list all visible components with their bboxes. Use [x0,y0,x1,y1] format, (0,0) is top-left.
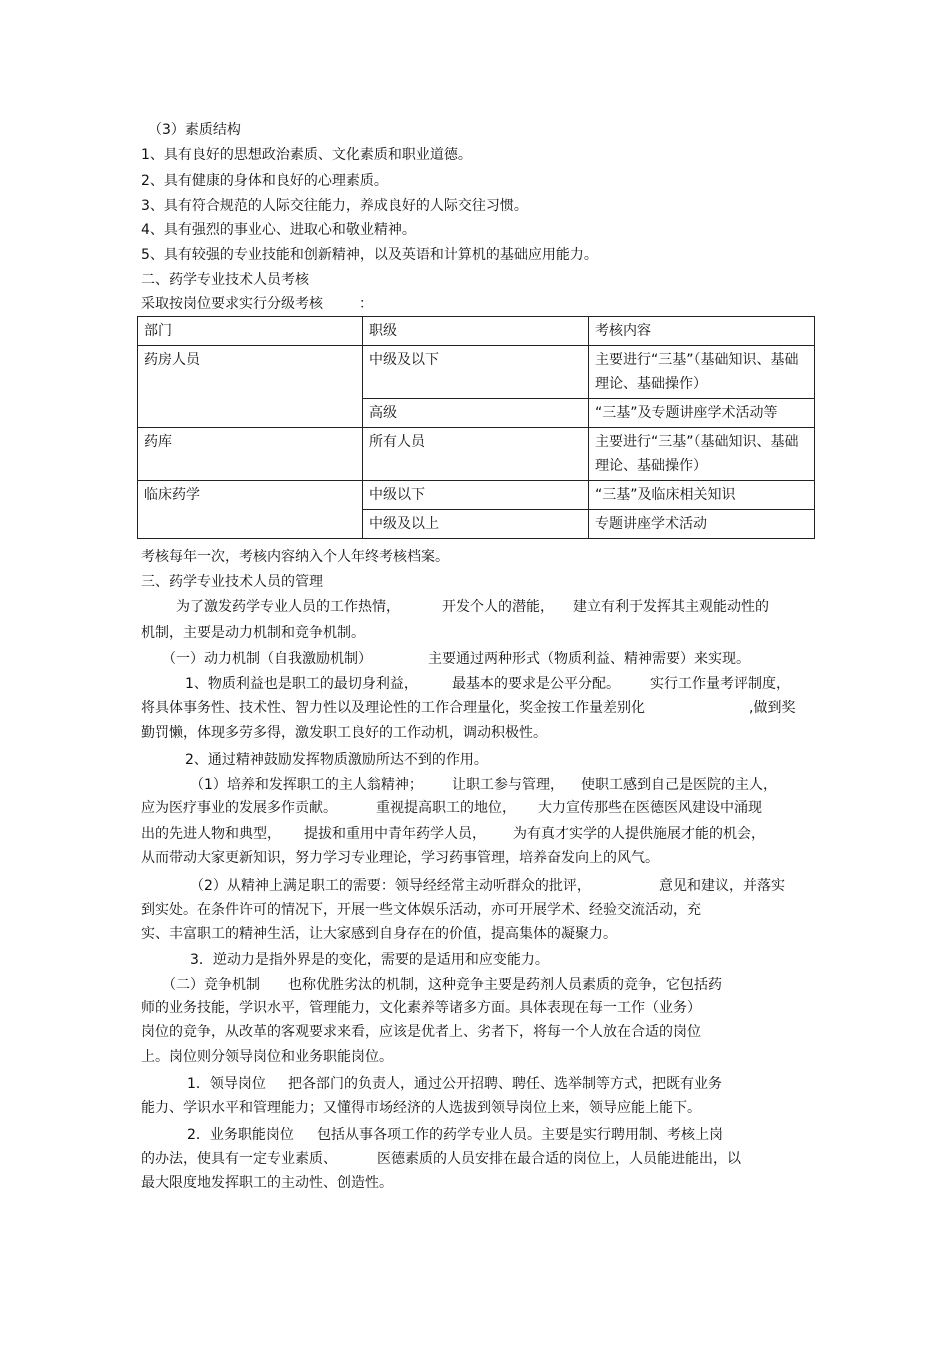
paragraph-line: 应为医疗事业的发展多作贡献。 重视提高职工的地位， 大力宣传那些在医德医风建设中涌现 [141,800,762,816]
paragraph-line: 从而带动大家更新知识，努力学习专业理论，学习药事管理，培养奋发向上的风气。 [141,850,659,866]
paragraph-line: 的办法，使具有一定专业素质、 医德素质的人员安排在最合适的岗位上，人员能进能出，以 [141,1151,741,1167]
paragraph-line: 师的业务技能，学识水平，管理能力，文化素养等诸多方面。具体表现在每一工作（业务） [141,1000,701,1016]
table-cell-content: “三基”及临床相关知识 [589,481,815,510]
table-cell-level: 所有人员 [363,428,589,481]
paragraph-line: 2．业务职能岗位 包括从事各项工作的药学专业人员。主要是实行聘用制、考核上岗 [187,1127,723,1143]
table-cell-level: 中级及以下 [363,346,589,399]
list-item: 2、具有健康的身体和良好的心理素质。 [141,173,388,189]
paragraph-line: （1）培养和发挥职工的主人翁精神； 让职工参与管理， 使职工感到自己是医院的主人， [190,777,777,793]
paragraph-line: 2、通过精神鼓励发挥物质激励所达不到的作用。 [185,752,488,768]
paragraph-line: 勤罚懒，体现多劳多得，激发职工良好的工作动机，调动积极性。 [141,725,547,741]
table-row [138,428,815,481]
table-header-cell: 职级 [363,317,589,346]
list-item: 1、具有良好的思想政治素质、文化素质和职业道德。 [141,147,472,163]
list-item: 3、具有符合规范的人际交往能力，养成良好的人际交往习惯。 [141,198,528,214]
list-item: 4、具有强烈的事业心、进取心和敬业精神。 [141,222,416,238]
table-cell-dept: 药房人员 [138,346,363,428]
table-row [138,481,815,510]
paragraph-line: 上。岗位则分领导岗位和业务职能岗位。 [141,1049,393,1065]
section-heading-quality: （3）素质结构 [148,122,241,138]
table-cell-dept: 药库 [138,428,363,481]
table-header-cell: 考核内容 [589,317,815,346]
assessment-table [137,316,815,539]
paragraph-line: 采取按岗位要求实行分级考核 ： [141,296,373,312]
table-cell-level: 高级 [363,399,589,428]
table-cell-level: 中级以下 [363,481,589,510]
table-cell-dept: 临床药学 [138,481,363,539]
paragraph-line: 1．领导岗位 把各部门的负责人，通过公开招聘、聘任、选举制等方式，把既有业务 [187,1076,722,1092]
paragraph-line: 岗位的竞争，从改革的客观要求来看，应该是优者上、劣者下，将每一个人放在合适的岗位 [141,1024,701,1040]
section-heading-assessment: 二、药学专业技术人员考核 [141,272,309,288]
paragraph-line: 出的先进人物和典型， 提拔和重用中青年药学人员， 为有真才实学的人提供施展才能的机会， [141,826,765,842]
section-heading-management: 三、药学专业技术人员的管理 [141,574,323,590]
table-cell-level: 中级及以上 [363,510,589,539]
paragraph-line: 3．逆动力是指外界是的变化，需要的是适用和应变能力。 [190,952,549,968]
table-cell-content: 主要进行“三基”（基础知识、基础理论、基础操作） [589,346,815,399]
table-cell-content: “三基”及专题讲座学术活动等 [589,399,815,428]
paragraph-line: 考核每年一次，考核内容纳入个人年终考核档案。 [141,549,449,565]
paragraph-line: 为了激发药学专业人员的工作热情， 开发个人的潜能， 建立有利于发挥其主观能动性的 [176,599,769,615]
paragraph-line: 最大限度地发挥职工的主动性、创造性。 [141,1175,393,1191]
paragraph-line: 实、丰富职工的精神生活，让大家感到自身存在的价值，提高集体的凝聚力。 [141,926,617,942]
table-cell-content: 主要进行“三基”（基础知识、基础理论、基础操作） [589,428,815,481]
table-header-row [138,317,815,346]
paragraph-line: 能力、学识水平和管理能力；又懂得市场经济的人选拔到领导岗位上来，领导应能上能下。 [141,1100,701,1116]
list-item: 5、具有较强的专业技能和创新精神，以及英语和计算机的基础应用能力。 [141,247,598,263]
table-row [138,346,815,399]
paragraph-line: 1、物质利益也是职工的最切身利益， 最基本的要求是公平分配。 实行工作量考评制度， [185,676,790,692]
paragraph-line: （2）从精神上满足职工的需要：领导经经常主动听群众的批评， 意见和建议，并落实 [190,878,785,894]
paragraph-line: 将具体事务性、技术性、智力性以及理论性的工作合理量化，奖金按工作量差别化 ,做到奖 [141,700,796,716]
subsection-heading-competition: （二）竞争机制 也称优胜劣汰的机制，这种竞争主要是药剂人员素质的竞争，它包括药 [162,977,722,993]
table-cell-content: 专题讲座学术活动 [589,510,815,539]
paragraph-line: 到实处。在条件许可的情况下，开展一些文体娱乐活动，亦可开展学术、经验交流活动，充 [141,902,701,918]
subsection-heading-motivation: （一）动力机制（自我激励机制） 主要通过两种形式（物质利益、精神需要）来实现。 [162,651,750,667]
table-header-cell: 部门 [138,317,363,346]
paragraph-line: 机制，主要是动力机制和竞争机制。 [141,625,365,641]
